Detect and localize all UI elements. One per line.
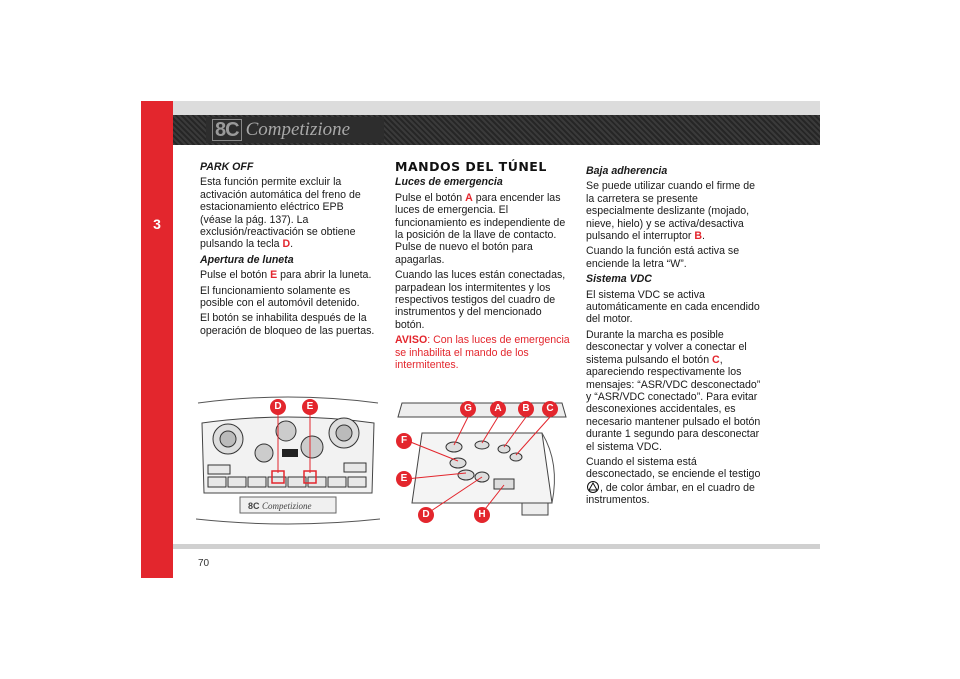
baja-text: Se puede utilizar cuando el firme de la carretera se presente especialmente deslizante (mojado, nieve, hielo) y se activa/desactiva pulsando el interruptor B. xyxy=(586,180,756,243)
chapter-number: 3 xyxy=(153,216,161,232)
key-d: D xyxy=(282,238,291,251)
brand-logo xyxy=(206,117,384,143)
baja-note: Cuando la función está activa se enciende la letra “W”. xyxy=(586,245,740,270)
park-off-text: Esta función permite excluir la activación automática del freno de estacionamiento eléctrico EPB (véase la pág. 137). La exclusión/reactivación se obtiene pulsando la tecla D. xyxy=(200,176,361,251)
console-figure xyxy=(196,393,380,533)
footer-bar xyxy=(173,544,820,549)
callout-f: F xyxy=(396,433,412,449)
header-bar xyxy=(173,101,820,115)
luneta-text: Pulse el botón E para abrir la luneta. xyxy=(200,269,372,282)
callout-c: C xyxy=(542,401,558,417)
callout-h: H xyxy=(474,507,490,523)
callout-e: E xyxy=(302,399,318,415)
vdc-title: Sistema VDC xyxy=(586,273,652,286)
emergency-title: Luces de emergencia xyxy=(395,176,503,189)
column-1 xyxy=(200,161,378,340)
column-3 xyxy=(586,165,764,510)
callout-d2: D xyxy=(418,507,434,523)
header-banner xyxy=(173,115,820,145)
logo-mark: 8C xyxy=(212,119,242,141)
console-logo-mark: 8C xyxy=(248,501,260,511)
key-e: E xyxy=(270,269,278,282)
vdc-warning-icon xyxy=(586,481,600,493)
emergency-text: Pulse el botón A para encender las luces de emergencia. El funcionamiento es independiente de la posición de la llave de contacto. Pulse de nuevo el botón para apagarlas. xyxy=(395,191,566,266)
page-number: 70 xyxy=(198,558,210,569)
luneta-note-2: El botón se inhabilita después de la operación de bloqueo de las puertas. xyxy=(200,312,375,337)
callout-b: B xyxy=(518,401,534,417)
luneta-note-1: El funcionamiento solamente es posible con el automóvil detenido. xyxy=(200,284,360,310)
emergency-note: Cuando las luces están conectadas, parpadean los intermitentes y los respectivos testigos del cuadro de instrumentos y del mencionado botón. xyxy=(395,269,566,331)
tunnel-figure xyxy=(392,393,572,533)
column-2 xyxy=(395,161,570,375)
callout-g: G xyxy=(460,401,476,417)
park-off-title: PARK OFF xyxy=(200,161,254,173)
chapter-tab xyxy=(141,101,173,578)
vdc-text-1: El sistema VDC se activa automáticamente en cada encendido del motor. xyxy=(586,288,760,326)
vdc-text-2: Durante la marcha es posible desconectar y volver a conectar el sistema pulsando el botón C, apareciendo respectivamente los mensajes: “ASR/VDC desconectado” y “ASR/VDC conectado”. Para evitar desconexiones accidentales, es necesario mantener pulsado el botón durante 1 segundo para desconectar el sistema VDC. xyxy=(586,328,761,453)
key-b: B xyxy=(694,230,703,243)
luneta-title: Apertura de luneta xyxy=(200,253,294,266)
vdc-text-3: Cuando el sistema está desconectado, se enciende el testigo , de color ámbar, en el cuadro de instrumentos. xyxy=(586,455,761,507)
key-c: C xyxy=(712,353,720,366)
callout-e2: E xyxy=(396,471,412,487)
logo-wordmark: Competizione xyxy=(245,119,351,140)
warning-note: AVISO: Con las luces de emergencia se inhabilita el mando de los intermitentes. xyxy=(395,334,570,372)
section-heading: MANDOS DEL TÚNEL xyxy=(395,159,547,174)
key-a: A xyxy=(465,191,473,204)
console-illustration xyxy=(196,393,380,533)
baja-title: Baja adherencia xyxy=(586,165,668,177)
callout-d: D xyxy=(270,399,286,415)
callout-a: A xyxy=(490,401,506,417)
console-logo-word: Competizione xyxy=(262,501,312,511)
